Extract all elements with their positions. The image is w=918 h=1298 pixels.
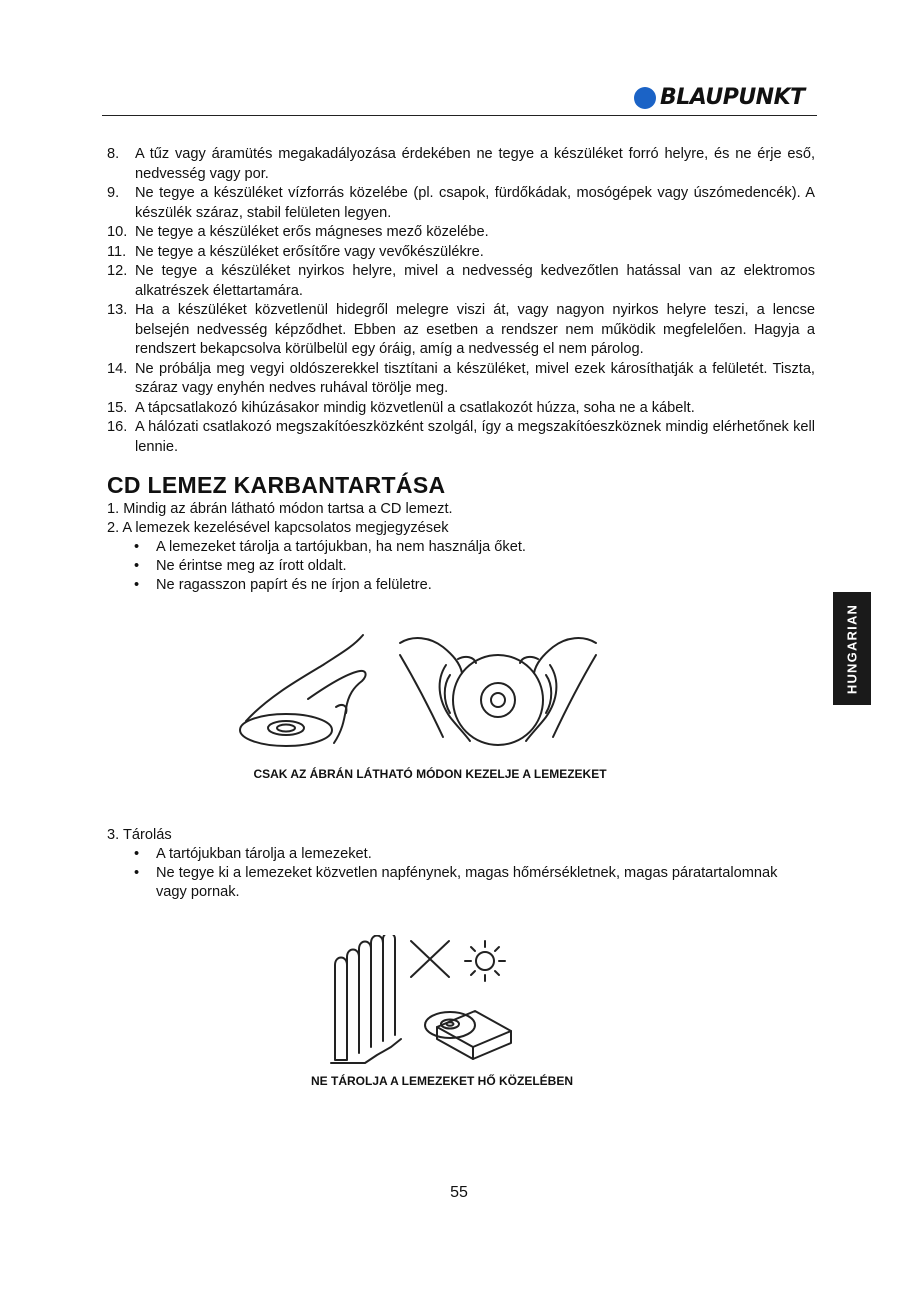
list-item: 11. Ne tegye a készüléket erősítőre vagy vevőkészülékre.	[107, 243, 484, 260]
list-item: 15. A tápcsatlakozó kihúzásakor mindig közvetlenül a csatlakozót húzza, soha ne a kábelt.	[107, 399, 695, 416]
bullet-item: • Ne tegye ki a lemezeket közvetlen napfénynek, magas hőmérsékletnek, magas páratartalomnak vagy pornak.	[134, 865, 778, 900]
list-item: 13. Ha a készüléket közvetlenül hidegről melegre viszi át, vagy nagyon nyirkos helyre teszi, a lencse belsején nedvesség képződhet. Ebben az esetben a rendszer nem működik megfelelően. Hagyja a rendszert bekapcsolva körülbelül egy óráig, amíg a nedvesség el nem párolog.	[107, 302, 815, 357]
handling-bullets	[107, 538, 807, 595]
header-rule	[102, 115, 817, 116]
heat-storage-illustration	[325, 935, 515, 1070]
disc-held-left-icon	[240, 635, 366, 746]
figure-caption: CSAK AZ ÁBRÁN LÁTHATÓ MÓDON KEZELJE A LEMEZEKET	[253, 767, 607, 781]
logo-dot-icon	[634, 87, 656, 109]
brand-name: BLAUPUNKT	[660, 85, 805, 110]
list-item: 10. Ne tegye a készüléket erős mágneses mező közelébe.	[107, 224, 489, 240]
storage-section	[107, 826, 807, 902]
cd-care-list	[107, 500, 807, 595]
sun-icon	[465, 941, 505, 981]
bullet-item: • A lemezeket tárolja a tartójukban, ha nem használja őket.	[134, 539, 526, 555]
bullet-item: • Ne ragasszon papírt és ne írjon a felületre.	[134, 577, 432, 593]
page-number: 55	[450, 1184, 468, 1201]
bullet-item: • Ne érintse meg az írott oldalt.	[134, 558, 347, 574]
cross-icon	[411, 941, 449, 977]
figure-caption: NE TÁROLJA A LEMEZEKET HŐ KÖZELÉBEN	[310, 1074, 573, 1088]
list-item: 9. Ne tegye a készüléket vízforrás közelébe (pl. csapok, fürdőkádak, mosógépek vagy úszómedencék). A készülék száraz, stabil felületen legyen.	[107, 185, 815, 221]
section-heading: CD LEMEZ KARBANTARTÁSA	[107, 472, 446, 498]
brand-logo	[634, 85, 805, 110]
list-item: 12. Ne tegye a készüléket nyirkos helyre, mivel a nedvesség kedvezőtlen hatással van az elektromos alkatrészek élettartamára.	[107, 263, 815, 299]
language-tab-label: HUNGARIAN	[844, 603, 860, 694]
cd-item-3: 3. Tárolás	[107, 827, 172, 843]
cd-item-1: 1. Mindig az ábrán látható módon tartsa a CD lemezt.	[107, 501, 453, 517]
radiator-icon	[331, 935, 401, 1063]
language-tab	[833, 592, 871, 705]
disc-case-icon	[425, 1011, 511, 1059]
disc-held-right-icon	[400, 638, 596, 745]
list-item: 14. Ne próbálja meg vegyi oldószerekkel tisztítani a készüléket, mivel ezek károsíthatják a felületét. Tiszta, száraz vagy enyhén nedves ruhával törölje meg.	[107, 360, 815, 396]
storage-bullets	[107, 845, 807, 902]
bullet-item: • A tartójukban tárolja a lemezeket.	[134, 846, 372, 862]
list-item: 8. A tűz vagy áramütés megakadályozása érdekében ne tegye a készüléket forró helyre, és ne érje eső, nedvesség vagy por.	[107, 146, 815, 182]
safety-list	[107, 145, 815, 457]
disc-handling-illustration	[238, 625, 598, 755]
cd-item-2: 2. A lemezek kezelésével kapcsolatos megjegyzések	[107, 520, 449, 536]
list-item: 16. A hálózati csatlakozó megszakítóeszközként szolgál, így a megszakítóeszköznek mindig elérhetőnek kell lennie.	[107, 419, 815, 455]
